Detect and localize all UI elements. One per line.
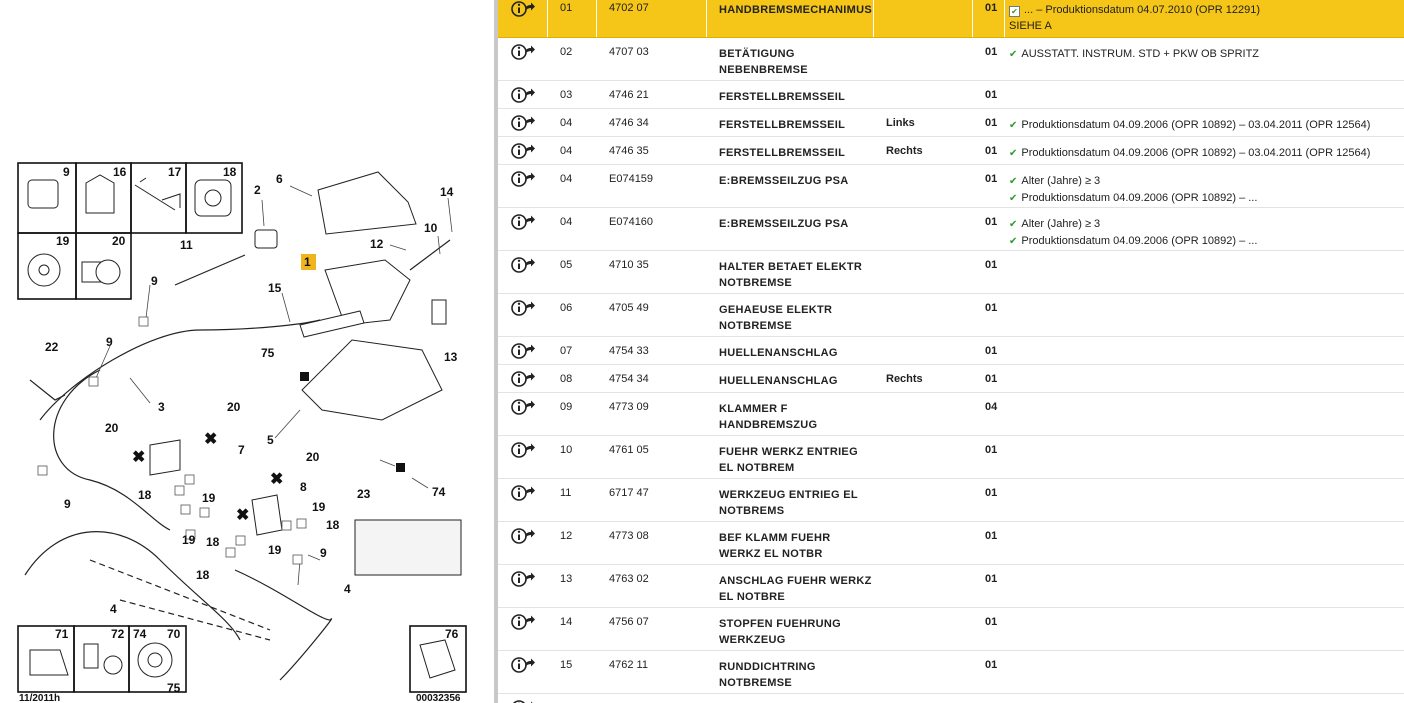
item-number: 13 (548, 565, 597, 608)
check-icon: ✔ (1009, 120, 1018, 131)
part-row-02-470703[interactable] (498, 38, 1404, 81)
part-row-07-475433[interactable] (498, 337, 1404, 365)
callout[interactable]: 71 (55, 627, 69, 641)
part-reference[interactable]: E074159 (597, 165, 707, 208)
info-arrow-icon[interactable] (511, 114, 535, 132)
part-row-04-E074159[interactable] (498, 165, 1404, 208)
info-cell[interactable] (498, 38, 548, 81)
callout[interactable]: 16 (113, 165, 127, 179)
part-remarks (1005, 608, 1404, 651)
info-cell[interactable] (498, 393, 548, 436)
info-cell[interactable] (498, 81, 548, 109)
svg-text:✖: ✖ (270, 471, 284, 488)
part-row-13-476302[interactable] (498, 565, 1404, 608)
part-description (707, 393, 874, 436)
part-reference[interactable]: 6717 47 (597, 479, 707, 522)
part-description (707, 694, 874, 703)
callout[interactable]: 75 (167, 681, 181, 695)
part-side (874, 651, 973, 694)
remark-text: ... – Produktionsdatum 04.07.2010 (OPR 12291) (1024, 4, 1261, 16)
part-quantity: 04 (973, 393, 1005, 436)
callout[interactable]: 23 (357, 487, 371, 501)
part-side: Links (874, 109, 973, 137)
callout[interactable]: 5 (267, 433, 274, 447)
part-description (707, 294, 874, 337)
part-remarks (1005, 365, 1404, 393)
part-quantity: 01 (973, 208, 1005, 251)
remark-text: Produktionsdatum 04.09.2006 (OPR 10892) – ... (1021, 192, 1258, 204)
description-line: BEF KLAMM FUEHR (719, 532, 831, 544)
part-quantity: 01 (973, 651, 1005, 694)
callout[interactable]: 18 (326, 518, 340, 532)
info-cell[interactable] (498, 0, 548, 38)
callout[interactable]: 4 (110, 602, 117, 616)
description-line: WERKZ EL NOTBR (719, 548, 823, 560)
info-cell[interactable] (498, 251, 548, 294)
callout[interactable]: 15 (268, 281, 282, 295)
part-reference[interactable] (597, 694, 707, 703)
part-row-15-476211[interactable] (498, 651, 1404, 694)
part-side (874, 393, 973, 436)
part-row-04-474634[interactable] (498, 109, 1404, 137)
part-reference[interactable]: 4754 34 (597, 365, 707, 393)
part-reference[interactable]: 4773 08 (597, 522, 707, 565)
part-side (874, 337, 973, 365)
part-row-04-474635[interactable] (498, 137, 1404, 165)
description-line: NOTBREMS (719, 505, 785, 517)
part-reference[interactable]: 4754 33 (597, 337, 707, 365)
callout[interactable]: 18 (196, 568, 210, 582)
part-row-12-477308[interactable] (498, 522, 1404, 565)
part-reference[interactable]: 4710 35 (597, 251, 707, 294)
callout[interactable]: 70 (167, 627, 181, 641)
check-icon: ✔ (1009, 219, 1018, 230)
part-remarks (1005, 337, 1404, 365)
part-reference[interactable]: 4746 35 (597, 137, 707, 165)
callout[interactable]: 20 (112, 234, 126, 248)
callout[interactable]: 8 (300, 480, 307, 494)
callout[interactable]: 18 (138, 488, 152, 502)
callout[interactable]: 74 (432, 485, 446, 499)
callout[interactable]: 6 (276, 172, 283, 186)
diagram-date: 11/2011h (19, 693, 61, 703)
callout[interactable]: 1 (304, 255, 311, 269)
part-quantity: 01 (973, 608, 1005, 651)
item-number: 14 (548, 608, 597, 651)
exploded-parts-diagram[interactable] (0, 0, 494, 703)
part-side: Rechts (874, 365, 973, 393)
item-number: 12 (548, 522, 597, 565)
part-side (874, 436, 973, 479)
part-reference[interactable]: 4746 34 (597, 109, 707, 137)
item-number: 03 (548, 81, 597, 109)
part-reference[interactable]: 4746 21 (597, 81, 707, 109)
info-arrow-icon[interactable] (511, 484, 535, 502)
info-cell[interactable] (498, 165, 548, 208)
description-line: HUELLENANSCHLAG (719, 375, 838, 387)
part-remarks (1005, 565, 1404, 608)
part-remarks (1005, 109, 1404, 137)
remark-line (1009, 190, 1404, 207)
remark-line (1009, 233, 1404, 250)
check-icon: ✔ (1009, 236, 1018, 247)
description-line: HUELLENANSCHLAG (719, 347, 838, 359)
remark-line (1009, 2, 1404, 18)
remark-line (1009, 216, 1404, 233)
part-description (707, 81, 874, 109)
info-cell[interactable] (498, 365, 548, 393)
part-row-09-477309[interactable] (498, 393, 1404, 436)
description-line: NOTBREMSE (719, 277, 792, 289)
part-remarks (1005, 0, 1404, 38)
description-line: BETÄTIGUNG (719, 48, 795, 60)
part-side (874, 38, 973, 81)
callout[interactable]: 19 (268, 543, 282, 557)
check-icon: ✔ (1009, 148, 1018, 159)
remark-text: Produktionsdatum 04.09.2006 (OPR 10892) – ... (1021, 235, 1258, 247)
callout[interactable]: 75 (261, 346, 275, 360)
description-line: WERKZEUG ENTRIEG EL (719, 489, 858, 501)
callout[interactable]: 18 (223, 165, 237, 179)
callout[interactable]: 3 (158, 400, 165, 414)
callout[interactable]: 18 (206, 535, 220, 549)
part-remarks (1005, 436, 1404, 479)
item-number: 01 (548, 0, 597, 38)
part-description (707, 0, 874, 38)
description-line: HANDBREMSZUG (719, 419, 818, 431)
info-cell[interactable] (498, 294, 548, 337)
item-number: 11 (548, 479, 597, 522)
part-reference[interactable]: 4773 09 (597, 393, 707, 436)
part-quantity: 01 (973, 81, 1005, 109)
part-reference[interactable]: 4762 11 (597, 651, 707, 694)
remark-line (1009, 145, 1404, 162)
part-quantity: 01 (973, 109, 1005, 137)
info-arrow-icon[interactable] (511, 170, 535, 188)
info-cell[interactable] (498, 479, 548, 522)
part-description (707, 565, 874, 608)
part-description (707, 208, 874, 251)
info-arrow-icon[interactable] (511, 342, 535, 360)
info-cell[interactable] (498, 137, 548, 165)
part-remarks (1005, 694, 1404, 703)
part-side (874, 565, 973, 608)
item-number: 04 (548, 208, 597, 251)
callout[interactable]: 20 (306, 450, 320, 464)
description-line: NEBENBREMSE (719, 64, 808, 76)
part-side (874, 208, 973, 251)
description-line: WERKZEUG (719, 634, 786, 646)
part-row-04-E074160[interactable] (498, 208, 1404, 251)
part-description (707, 251, 874, 294)
part-quantity: 01 (973, 436, 1005, 479)
part-quantity: 01 (973, 165, 1005, 208)
part-description (707, 365, 874, 393)
description-line: EL NOTBRE (719, 591, 786, 603)
remark-line (1009, 18, 1404, 34)
callout[interactable]: 19 (312, 500, 326, 514)
item-number: 04 (548, 109, 597, 137)
info-arrow-icon[interactable] (511, 213, 535, 231)
part-description (707, 165, 874, 208)
callout[interactable]: 13 (444, 350, 458, 364)
remark-text: Alter (Jahre) ≥ 3 (1021, 218, 1101, 230)
info-cell[interactable] (498, 694, 548, 703)
part-reference[interactable]: 4756 07 (597, 608, 707, 651)
remark-text: AUSSTATT. INSTRUM. STD + PKW OB SPRITZ (1021, 48, 1260, 60)
check-icon: ✔ (1009, 49, 1018, 60)
info-cell[interactable] (498, 565, 548, 608)
item-number: 07 (548, 337, 597, 365)
info-arrow-icon[interactable] (511, 256, 535, 274)
part-side (874, 522, 973, 565)
part-row-08-475434[interactable] (498, 365, 1404, 393)
callout[interactable]: 9 (320, 546, 327, 560)
part-description (707, 436, 874, 479)
callout[interactable]: 17 (168, 165, 182, 179)
description-line: EL NOTBREM (719, 462, 795, 474)
part-side (874, 0, 973, 38)
svg-text:✖: ✖ (132, 449, 146, 466)
info-cell[interactable] (498, 337, 548, 365)
item-number: 02 (548, 38, 597, 81)
part-quantity: 01 (973, 251, 1005, 294)
part-reference[interactable]: 4707 03 (597, 38, 707, 81)
info-cell[interactable] (498, 208, 548, 251)
info-arrow-icon[interactable] (511, 699, 535, 703)
info-arrow-icon[interactable] (511, 142, 535, 160)
callout[interactable]: 2 (254, 183, 261, 197)
info-arrow-icon[interactable] (511, 0, 535, 18)
remark-text: SIEHE A (1009, 20, 1052, 32)
part-side (874, 165, 973, 208)
part-side (874, 81, 973, 109)
description-line: ANSCHLAG FUEHR WERKZ (719, 575, 872, 587)
part-row-10-476105[interactable] (498, 436, 1404, 479)
item-number (548, 694, 597, 703)
callout[interactable]: 20 (227, 400, 241, 414)
part-description (707, 38, 874, 81)
remark-text: Produktionsdatum 04.09.2006 (OPR 10892) – 03.04.2011 (OPR 12564) (1021, 147, 1371, 159)
description-line: E:BREMSSEILZUG PSA (719, 218, 849, 230)
info-arrow-icon[interactable] (511, 613, 535, 631)
callout[interactable]: 11 (180, 238, 193, 252)
part-description (707, 109, 874, 137)
part-side (874, 251, 973, 294)
description-line: GEHAEUSE ELEKTR (719, 304, 833, 316)
remark-line (1009, 46, 1404, 63)
part-side (874, 608, 973, 651)
part-quantity: 01 (973, 337, 1005, 365)
part-reference[interactable]: 4702 07 (597, 0, 707, 38)
part-row-empty[interactable] (498, 694, 1404, 703)
callout[interactable]: 9 (106, 335, 113, 349)
item-number: 09 (548, 393, 597, 436)
remark-line (1009, 173, 1404, 190)
part-description (707, 608, 874, 651)
callout[interactable]: 9 (63, 165, 70, 179)
callout[interactable]: 76 (445, 627, 459, 641)
part-remarks (1005, 81, 1404, 109)
part-description (707, 522, 874, 565)
item-number: 04 (548, 137, 597, 165)
info-cell[interactable] (498, 608, 548, 651)
item-number: 05 (548, 251, 597, 294)
part-row-06-470549[interactable] (498, 294, 1404, 337)
callout[interactable]: 9 (151, 274, 158, 288)
part-row-05-471035[interactable] (498, 251, 1404, 294)
part-quantity: 01 (973, 365, 1005, 393)
part-description (707, 137, 874, 165)
callout[interactable]: 72 (111, 627, 125, 641)
callout[interactable]: 19 (182, 533, 196, 547)
callout[interactable]: 22 (45, 340, 59, 354)
part-reference[interactable]: E074160 (597, 208, 707, 251)
description-line: NOTBREMSE (719, 677, 792, 689)
callout[interactable]: 14 (440, 185, 454, 199)
description-line: RUNDDICHTRING (719, 661, 816, 673)
description-line: FERSTELLBREMSSEIL (719, 91, 846, 103)
callout[interactable]: 12 (370, 237, 384, 251)
svg-text:✖: ✖ (236, 507, 250, 524)
part-remarks (1005, 137, 1404, 165)
part-quantity: 01 (973, 38, 1005, 81)
callout[interactable]: 7 (238, 443, 245, 457)
info-arrow-icon[interactable] (511, 656, 535, 674)
info-arrow-icon[interactable] (511, 398, 535, 416)
callout[interactable]: 10 (424, 221, 438, 235)
item-number: 15 (548, 651, 597, 694)
callout[interactable]: 4 (344, 582, 351, 596)
info-cell[interactable] (498, 651, 548, 694)
part-remarks (1005, 393, 1404, 436)
info-cell[interactable] (498, 109, 548, 137)
remark-line (1009, 117, 1404, 134)
part-description (707, 651, 874, 694)
info-arrow-icon[interactable] (511, 299, 535, 317)
callout[interactable]: 19 (202, 491, 216, 505)
part-quantity: 01 (973, 0, 1005, 38)
item-number: 04 (548, 165, 597, 208)
info-cell[interactable] (498, 436, 548, 479)
part-quantity: 01 (973, 522, 1005, 565)
part-remarks (1005, 38, 1404, 81)
part-row-03-474621[interactable] (498, 81, 1404, 109)
part-remarks (1005, 251, 1404, 294)
part-side (874, 694, 973, 703)
part-description (707, 479, 874, 522)
description-line: FERSTELLBREMSSEIL (719, 147, 846, 159)
remark-text: Alter (Jahre) ≥ 3 (1021, 175, 1101, 187)
item-number: 06 (548, 294, 597, 337)
part-reference[interactable]: 4761 05 (597, 436, 707, 479)
info-arrow-icon[interactable] (511, 441, 535, 459)
part-description (707, 337, 874, 365)
info-arrow-icon[interactable] (511, 527, 535, 545)
description-line: FUEHR WERKZ ENTRIEG (719, 446, 858, 458)
part-quantity: 01 (973, 137, 1005, 165)
info-cell[interactable] (498, 522, 548, 565)
part-side: Rechts (874, 137, 973, 165)
checkbox-icon[interactable]: ✔ (1009, 6, 1020, 17)
check-icon: ✔ (1009, 193, 1018, 204)
callout[interactable]: 19 (56, 234, 70, 248)
remark-text: Produktionsdatum 04.09.2006 (OPR 10892) – 03.04.2011 (OPR 12564) (1021, 119, 1371, 131)
description-line: FERSTELLBREMSSEIL (719, 119, 846, 131)
info-arrow-icon[interactable] (511, 370, 535, 388)
part-quantity (973, 694, 1005, 703)
description-line: STOPFEN FUEHRUNG (719, 618, 841, 630)
part-remarks (1005, 208, 1404, 251)
info-arrow-icon[interactable] (511, 86, 535, 104)
part-row-01-470207[interactable] (498, 0, 1404, 38)
info-arrow-icon[interactable] (511, 43, 535, 61)
description-line: E:BREMSSEILZUG PSA (719, 175, 849, 187)
part-quantity: 01 (973, 294, 1005, 337)
diagram-code: 00032356 (416, 693, 461, 703)
part-remarks (1005, 294, 1404, 337)
callout[interactable]: 20 (105, 421, 119, 435)
description-line: NOTBREMSE (719, 320, 792, 332)
part-side (874, 479, 973, 522)
part-side (874, 294, 973, 337)
part-reference[interactable]: 4763 02 (597, 565, 707, 608)
part-remarks (1005, 479, 1404, 522)
part-row-11-671747[interactable] (498, 479, 1404, 522)
item-number: 10 (548, 436, 597, 479)
callout[interactable]: 9 (64, 497, 71, 511)
part-remarks (1005, 165, 1404, 208)
part-quantity: 01 (973, 565, 1005, 608)
item-number: 08 (548, 365, 597, 393)
svg-text:✖: ✖ (204, 431, 218, 448)
part-quantity: 01 (973, 479, 1005, 522)
part-reference[interactable]: 4705 49 (597, 294, 707, 337)
check-icon: ✔ (1009, 176, 1018, 187)
part-remarks (1005, 522, 1404, 565)
part-remarks (1005, 651, 1404, 694)
description-line: HANDBREMSMECHANIMUS (719, 4, 872, 16)
info-arrow-icon[interactable] (511, 570, 535, 588)
callout[interactable]: 74 (133, 627, 147, 641)
part-row-14-475607[interactable] (498, 608, 1404, 651)
parts-list (498, 0, 1404, 703)
description-line: HALTER BETAET ELEKTR (719, 261, 863, 273)
description-line: KLAMMER F (719, 403, 788, 415)
